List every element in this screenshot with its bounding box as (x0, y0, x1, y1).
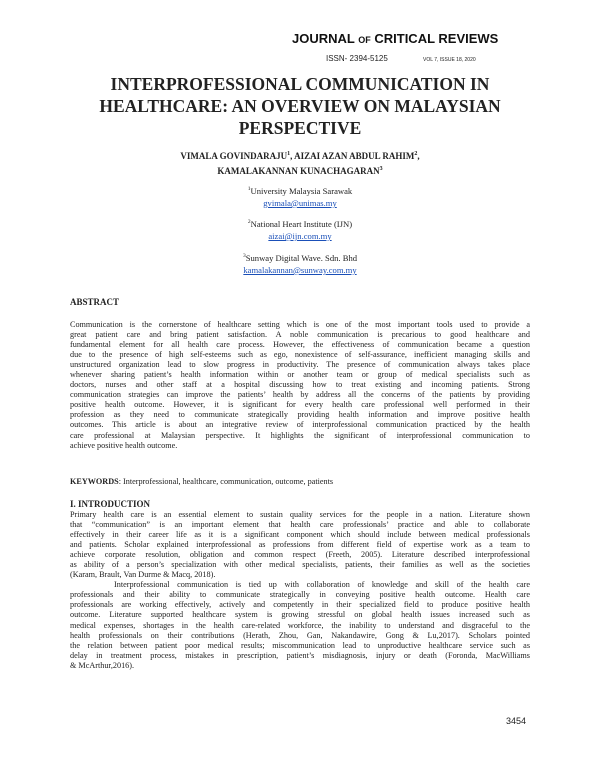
author-sup: 1 (287, 151, 291, 157)
introduction-body (70, 510, 530, 671)
abstract-line: communication strategies can improve the patients’ health by address all the concerns of the patients by providing (70, 390, 530, 400)
affiliation-name: Sunway Digital Wave. Sdn. Bhd (245, 252, 358, 263)
author-sup: 3 (379, 166, 383, 172)
title-line: INTERPROFESSIONAL COMMUNICATION IN (110, 74, 490, 94)
abstract-line: great patient care and bring patient satisfaction. A noble communication is precarious to good healthcare and (70, 330, 530, 340)
affiliation-name: University Malaysia Sarawak (250, 185, 353, 196)
intro-line: that “communication” is an important element that health care professionals’ practice and able to collaborate (70, 520, 530, 530)
author-separator: , (417, 151, 420, 161)
abstract-line: unstructured organization lead to slow progress in productivity. The presence of communication always takes place (70, 360, 530, 370)
author-name: KAMALAKANNAN KUNACHAGARAN (217, 166, 380, 176)
abstract-line: care professional at Malaysian perspective. It highlights the significant of interprofessional communication to (70, 430, 530, 440)
email-link[interactable]: gvimala@unimas.my (263, 197, 337, 208)
abstract-heading: ABSTRACT (70, 297, 120, 307)
introduction-heading: I. INTRODUCTION (70, 499, 151, 509)
abstract-body (70, 320, 530, 451)
intro-line: professionals and their ability to communicate strategically in conveying positive health outcome. Health care (70, 590, 530, 600)
email-link[interactable]: aizai@ijn.com.my (268, 230, 332, 241)
author-sup: 2 (414, 151, 418, 157)
volume-issue: VOL 7, ISSUE 18, 2020 (423, 57, 476, 63)
abstract-line: Communication is the cornerstone of healthcare setting which is one of the most important tools used to provide a (70, 320, 530, 329)
abstract-line: whenever sharing patient’s health information within or another team or group of medical specialists such as (70, 370, 530, 380)
intro-line: & McArthur,2016). (70, 660, 135, 670)
abstract-line: achieve positive health outcome. (70, 440, 178, 450)
affiliation (100, 250, 500, 276)
title-line: HEALTHCARE: AN OVERVIEW ON MALAYSIAN (99, 96, 501, 116)
journal-name-rest: CRITICAL REVIEWS (374, 31, 499, 46)
page-number: 3454 (506, 716, 527, 726)
author-list (70, 148, 530, 178)
journal-name (292, 31, 522, 46)
abstract-line: profession as they need to communicate strategically providing health information and improve positive health (70, 410, 530, 420)
intro-line: professionals are working effectively, actively and competently in their specialized field to produce positive health (70, 600, 530, 610)
intro-line: medical expenses, shortages in the health care-related workforce, the inability to understand and disgraceful to the (70, 620, 530, 630)
intro-line: outcome. Literature supported healthcare system is growing stressful on global health issues increased such as (70, 610, 530, 620)
intro-line: as ability of a person’s specialization with other medical specialists, patients, their families as well as the societies (70, 560, 530, 570)
keywords-label: KEYWORDS (70, 477, 119, 486)
title-line: PERSPECTIVE (238, 118, 362, 138)
journal-name-main: JOURNAL (292, 31, 355, 46)
intro-line: and patients. Scholar explained interprofessional as professions from different field of expertise work as a team to (70, 540, 530, 550)
intro-line: the relation between patient poor medical results; miscommunication lead to unproductive healthcare service such as (70, 640, 530, 650)
intro-line: effectively in their career life as it is a significant component which should include between medical professionals (70, 530, 530, 540)
journal-name-of: OF (358, 35, 371, 45)
abstract-line: positive health outcome. However, it is significant for every health care professional well performed in their (70, 400, 530, 410)
intro-line: Primary health care is an essential element to sustain quality services for the people in a nation. Literature shown (70, 510, 530, 519)
author-name: AIZAI AZAN ABDUL RAHIM (294, 151, 415, 161)
intro-line: (Karam, Brault, Van Durme & Macq, 2018). (70, 570, 216, 580)
email-link[interactable]: kamalakannan@sunway.com.my (243, 264, 357, 275)
paper-title (70, 73, 530, 139)
intro-line: delay in treatment process, mistakes in prescription, patient’s misdiagnosis, injury or death (Foronda, MacWilliams (70, 650, 530, 660)
affiliation-sup: 2 (247, 219, 251, 225)
affiliation-sup: 3 (242, 253, 246, 259)
keywords-text: : Interprofessional, healthcare, communication, outcome, patients (118, 477, 334, 486)
abstract-line: outcomes. This article is about an integrative review of interprofessional communication practiced by the health (70, 420, 530, 430)
author-separator: , (290, 151, 295, 161)
author-name: VIMALA GOVINDARAJU (180, 151, 288, 161)
affiliation (100, 216, 500, 242)
abstract-line: fundamental element for all health care process. However, the effectiveness of communication became a question (70, 340, 530, 350)
abstract-line: doctors, nurses and other staff at a hospital discussing how to treat existing and incoming patients. Strong (70, 380, 530, 390)
intro-line: achieve corporate resolution, obligation and common respect (Freeth, 2005). Literature described interprofessional (70, 550, 530, 560)
affiliation-name: National Heart Institute (IJN) (250, 218, 353, 229)
affiliation (100, 183, 500, 209)
intro-line: Interprofessional communication is tied up with collaboration of knowledge and skill of the health care (114, 580, 530, 590)
intro-line: health professionals on their contributions (Herath, Zhou, Gan, Nakandawire, Gong & Lu,2017). Scholars pointed (70, 630, 530, 640)
issn: ISSN- 2394-5125 (326, 54, 388, 63)
affiliation-sup: 1 (247, 186, 251, 192)
abstract-line: due to the presence of high self-esteems such as ego, nonexistence of self-assurance, inefficient managing skills and (70, 350, 530, 360)
keywords (70, 477, 333, 486)
